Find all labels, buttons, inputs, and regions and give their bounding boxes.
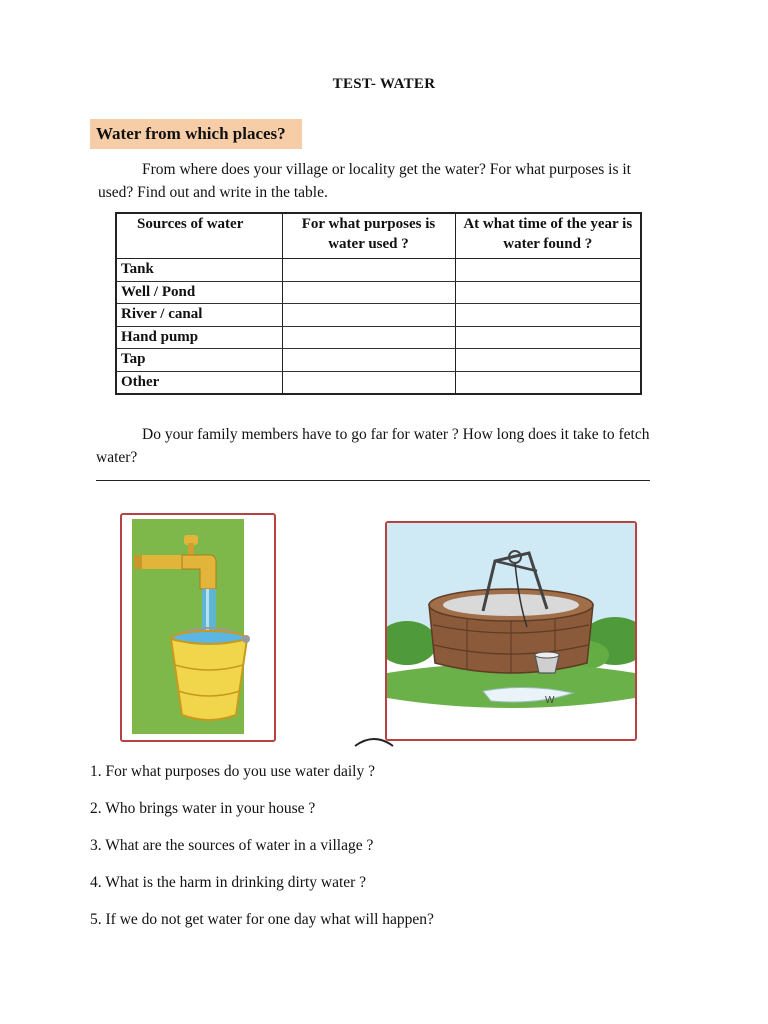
column-header-purposes: For what purposes is water used ? xyxy=(282,213,455,259)
question-item: 1. For what purposes do you use water daily ? xyxy=(90,763,375,780)
answer-cell[interactable] xyxy=(282,304,455,327)
answer-cell[interactable] xyxy=(455,259,641,282)
answer-cell[interactable] xyxy=(282,371,455,394)
bucket xyxy=(171,639,247,720)
answer-cell[interactable] xyxy=(455,371,641,394)
tap-bucket-illustration xyxy=(120,513,276,742)
answer-cell[interactable] xyxy=(282,349,455,372)
section-intro: From where does your village or locality get the water? For what purposes is it used? Find out and write in the table. xyxy=(98,161,631,201)
column-header-sources: Sources of water xyxy=(116,213,282,259)
tap-bucket-drawing xyxy=(122,515,274,740)
row-label: Well / Pond xyxy=(116,281,282,304)
well-sign-text: W xyxy=(545,695,555,706)
table-row xyxy=(116,326,641,349)
answer-cell[interactable] xyxy=(282,326,455,349)
question-item: 5. If we do not get water for one day what will happen? xyxy=(90,911,434,928)
page-title: TEST- WATER xyxy=(332,76,436,92)
answer-cell[interactable] xyxy=(455,304,641,327)
table-row xyxy=(116,281,641,304)
row-label: Hand pump xyxy=(116,326,282,349)
row-label: River / canal xyxy=(116,304,282,327)
question-item: 2. Who brings water in your house ? xyxy=(90,800,316,817)
well-top xyxy=(443,594,579,616)
row-label: Tank xyxy=(116,259,282,282)
question-item: 4. What is the harm in drinking dirty water ? xyxy=(90,874,367,891)
answer-cell[interactable] xyxy=(282,281,455,304)
answer-line[interactable] xyxy=(96,480,650,481)
table-row xyxy=(116,371,641,394)
decorative-arc-icon xyxy=(352,734,396,748)
question-item: 3. What are the sources of water in a village ? xyxy=(90,837,374,854)
section-heading: Water from which places? xyxy=(90,119,302,149)
water-sources-table xyxy=(115,212,642,395)
table-row xyxy=(116,304,641,327)
well-illustration xyxy=(385,521,637,741)
answer-cell[interactable] xyxy=(282,259,455,282)
table-header-row xyxy=(116,213,641,259)
question-list xyxy=(90,761,730,946)
table-row xyxy=(116,259,641,282)
row-label: Tap xyxy=(116,349,282,372)
answer-cell[interactable] xyxy=(455,349,641,372)
family-question: Do your family members have to go far for water ? How long does it take to fetch water? xyxy=(96,426,650,466)
answer-cell[interactable] xyxy=(455,326,641,349)
column-header-time: At what time of the year is water found ? xyxy=(455,213,641,259)
table-row xyxy=(116,349,641,372)
answer-cell[interactable] xyxy=(455,281,641,304)
well-drawing xyxy=(387,523,635,739)
row-label: Other xyxy=(116,371,282,394)
